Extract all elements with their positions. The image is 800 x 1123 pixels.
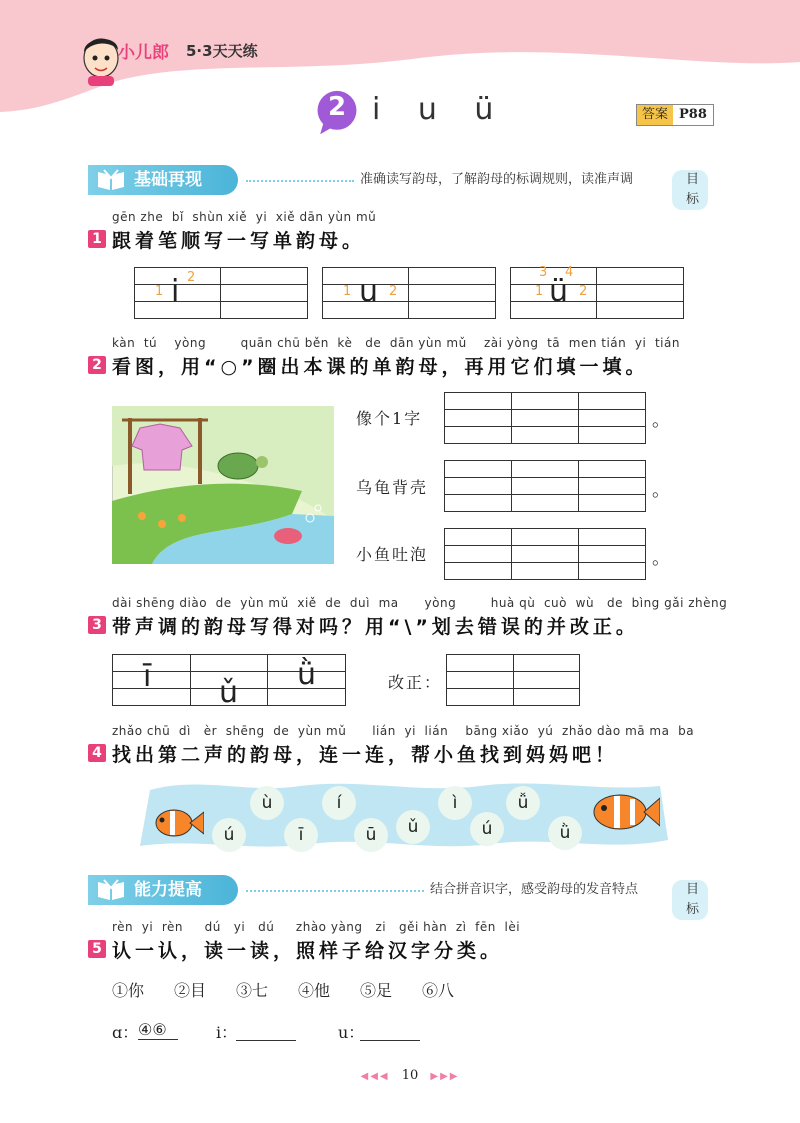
answer-page: P88 xyxy=(679,107,707,122)
right-arrows-icon: ▶▶▶ xyxy=(430,1071,460,1082)
vowel-bubble[interactable]: ǚ xyxy=(506,786,540,820)
stroke-order-number: 2 xyxy=(579,284,588,299)
left-arrows-icon: ◀◀◀ xyxy=(360,1071,390,1082)
category-label: ɑ： xyxy=(112,1023,139,1042)
q3-text: 带声调的韵母写得对吗？用“\”划去错误的并改正。 xyxy=(112,616,639,638)
vowel-bubble[interactable]: ǔ xyxy=(396,810,430,844)
answer-label: 答案 xyxy=(637,105,673,125)
writing-grid-v xyxy=(510,267,684,319)
tone-letter: ǔ xyxy=(219,675,239,710)
correct-grid xyxy=(446,654,580,706)
section-goal: 准确读写韵母，了解韵母的标调规则，读准声调 xyxy=(360,172,634,187)
book-icon xyxy=(96,168,126,192)
goal-tag: 目标 xyxy=(672,170,708,210)
period: 。 xyxy=(652,480,670,501)
divider xyxy=(246,890,424,892)
char-option: ①你 xyxy=(112,981,145,1000)
q1-number: 1 xyxy=(88,230,106,248)
mother-fish-icon[interactable] xyxy=(590,790,660,834)
answer-grid xyxy=(444,528,646,580)
vowel-letter: u xyxy=(359,274,379,309)
char-option: ②目 xyxy=(174,981,207,1000)
q5-text: 认一认，读一读，照样子给汉字分类。 xyxy=(112,940,504,962)
char-option: ④他 xyxy=(298,981,331,1000)
check-grid xyxy=(112,654,346,710)
q5-number: 5 xyxy=(88,940,106,958)
char-option: ⑤足 xyxy=(360,981,393,1000)
vowel-bubble[interactable]: ú xyxy=(470,812,504,846)
vowel-bubble[interactable]: ù xyxy=(250,786,284,820)
vowel-letter: i xyxy=(171,274,180,309)
vowel-bubble[interactable]: ū xyxy=(354,818,388,852)
stroke-order-number: 2 xyxy=(389,284,398,299)
vowel-letter: ü xyxy=(549,274,569,309)
section-header-basic xyxy=(88,165,708,207)
divider xyxy=(246,180,354,182)
category-label: i： xyxy=(216,1023,238,1042)
page-number: 10 xyxy=(401,1068,419,1083)
q3-pinyin: dài shēng diào de yùn mǔ xiě de duì ma yòng huà qù cuò wù de bìng gǎi zhèng xyxy=(112,596,728,610)
writing-grid-u xyxy=(322,267,496,319)
char-option: ③七 xyxy=(236,981,269,1000)
q4-pinyin: zhǎo chū dì èr shēng de yùn mǔ lián yi lián bāng xiǎo yú zhǎo dào mā ma ba xyxy=(112,724,695,738)
q4-number: 4 xyxy=(88,744,106,762)
category-answer[interactable]: ④⑥ xyxy=(138,1020,178,1040)
q3-number: 3 xyxy=(88,616,106,634)
answer-grid xyxy=(444,392,646,444)
stroke-order-number: 3 xyxy=(539,265,548,280)
lesson-number: 2 xyxy=(327,92,347,122)
stroke-order-number: 1 xyxy=(155,284,164,299)
period: 。 xyxy=(652,410,670,431)
q1-pinyin: gēn zhe bǐ shùn xiě yi xiě dān yùn mǔ xyxy=(112,210,377,224)
vowel-bubble[interactable]: ǜ xyxy=(548,816,582,850)
answer-reference xyxy=(636,104,714,126)
vowel-bubble[interactable]: ú xyxy=(212,818,246,852)
category-answer-blank[interactable] xyxy=(360,1040,420,1041)
q2-number: 2 xyxy=(88,356,106,374)
vowel-bubble[interactable]: ī xyxy=(284,818,318,852)
section-title: 能力提高 xyxy=(134,880,202,900)
small-fish-icon[interactable] xyxy=(152,806,204,840)
tone-letter: ī xyxy=(143,659,152,694)
q2-pinyin: kàn tú yòng quān chū běn kè de dān yùn mǔ zài yòng tā men tián yi tián xyxy=(112,336,680,350)
hint-text: 乌龟背壳 xyxy=(356,478,429,497)
q2-text: 看图，用“○”圈出本课的单韵母，再用它们填一填。 xyxy=(112,356,649,378)
illustration-image xyxy=(112,406,334,564)
vowel-bubble[interactable]: í xyxy=(322,786,356,820)
page-number-bar xyxy=(360,1068,460,1083)
stroke-order-number: 1 xyxy=(343,284,352,299)
writing-grid-i xyxy=(134,267,308,319)
vowel-bubble[interactable]: ì xyxy=(438,786,472,820)
tone-letter: ǜ xyxy=(297,657,317,692)
char-option: ⑥八 xyxy=(422,981,455,1000)
section-header-advanced xyxy=(88,875,708,917)
section-goal: 结合拼音识字，感受韵母的发音特点 xyxy=(430,882,639,897)
section-title: 基础再现 xyxy=(134,170,202,190)
stroke-order-number: 2 xyxy=(187,270,196,285)
q5-pinyin: rèn yi rèn dú yi dú zhào yàng zi gěi hàn zì fēn lèi xyxy=(112,920,521,934)
stroke-order-number: 1 xyxy=(535,284,544,299)
brand-series: 5·3天天练 xyxy=(186,42,258,60)
book-icon xyxy=(96,878,126,902)
category-label: u： xyxy=(338,1023,365,1042)
q4-text: 找出第二声的韵母，连一连，帮小鱼找到妈妈吧！ xyxy=(112,744,619,766)
brand-logo: 小儿郎 xyxy=(118,43,169,63)
stroke-order-number: 4 xyxy=(565,265,574,280)
hint-text: 小鱼吐泡 xyxy=(356,545,429,564)
category-answer-blank[interactable] xyxy=(236,1040,296,1041)
q1-text: 跟着笔顺写一写单韵母。 xyxy=(112,230,366,252)
answer-grid xyxy=(444,460,646,512)
period: 。 xyxy=(652,548,670,569)
lesson-title: i u ü xyxy=(372,92,508,127)
goal-tag: 目标 xyxy=(672,880,708,920)
correct-label: 改正： xyxy=(388,673,443,692)
hint-text: 像个1字 xyxy=(356,409,423,428)
